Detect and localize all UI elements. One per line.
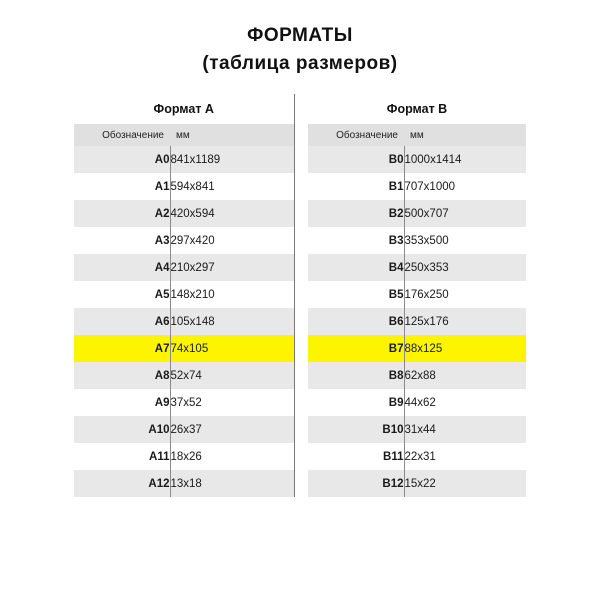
table-row	[74, 362, 526, 389]
cell-size-a: 594x841	[170, 173, 294, 200]
cell-code-a: A7	[74, 335, 170, 362]
cell-size-b: 176x250	[404, 281, 526, 308]
cell-code-b: B9	[308, 389, 404, 416]
column-divider	[294, 335, 308, 362]
cell-size-a: 420x594	[170, 200, 294, 227]
cell-code-a: A8	[74, 362, 170, 389]
cell-code-b: B8	[308, 362, 404, 389]
cell-size-b: 707x1000	[404, 173, 526, 200]
table-row	[74, 443, 526, 470]
cell-code-a: A6	[74, 308, 170, 335]
formats-table	[74, 94, 526, 497]
cell-code-a: A12	[74, 470, 170, 497]
column-divider	[294, 416, 308, 443]
cell-code-a: A3	[74, 227, 170, 254]
column-divider	[294, 470, 308, 497]
table-row	[74, 389, 526, 416]
cell-size-a: 52x74	[170, 362, 294, 389]
cell-code-a: A5	[74, 281, 170, 308]
cell-code-b: B7	[308, 335, 404, 362]
header-mm-b: мм	[404, 124, 526, 146]
table-row	[74, 227, 526, 254]
cell-size-b: 15x22	[404, 470, 526, 497]
cell-size-a: 18x26	[170, 443, 294, 470]
column-divider	[294, 227, 308, 254]
table-row	[74, 416, 526, 443]
column-divider	[294, 308, 308, 335]
cell-size-b: 44x62	[404, 389, 526, 416]
cell-code-b: B11	[308, 443, 404, 470]
cell-code-b: B5	[308, 281, 404, 308]
column-divider	[294, 362, 308, 389]
table-row	[74, 173, 526, 200]
column-divider	[294, 389, 308, 416]
title-line-1: ФОРМАТЫ	[247, 25, 353, 46]
cell-code-a: A1	[74, 173, 170, 200]
cell-size-b: 22x31	[404, 443, 526, 470]
document-title	[0, 0, 600, 78]
cell-code-b: B4	[308, 254, 404, 281]
column-divider	[294, 124, 308, 146]
cell-code-b: B10	[308, 416, 404, 443]
cell-size-b: 353x500	[404, 227, 526, 254]
column-divider	[294, 443, 308, 470]
table-row	[74, 254, 526, 281]
group-header-b: Формат В	[308, 94, 526, 124]
cell-size-a: 841x1189	[170, 146, 294, 173]
cell-size-b: 1000x1414	[404, 146, 526, 173]
column-header-row	[74, 124, 526, 146]
cell-code-a: A4	[74, 254, 170, 281]
cell-code-a: A10	[74, 416, 170, 443]
column-divider	[294, 281, 308, 308]
cell-size-a: 13x18	[170, 470, 294, 497]
title-line-2: (таблица размеров)	[202, 53, 398, 74]
cell-size-a: 297x420	[170, 227, 294, 254]
cell-size-a: 37x52	[170, 389, 294, 416]
cell-size-a: 210x297	[170, 254, 294, 281]
column-divider	[294, 94, 308, 124]
cell-size-b: 31x44	[404, 416, 526, 443]
table-row	[74, 470, 526, 497]
table-row	[74, 146, 526, 173]
cell-size-a: 148x210	[170, 281, 294, 308]
table-row	[74, 335, 526, 362]
column-divider	[294, 254, 308, 281]
column-divider	[294, 200, 308, 227]
group-header-a: Формат А	[74, 94, 294, 124]
cell-code-a: A11	[74, 443, 170, 470]
cell-code-a: A0	[74, 146, 170, 173]
table-row	[74, 281, 526, 308]
header-mm-a: мм	[170, 124, 294, 146]
cell-size-b: 125x176	[404, 308, 526, 335]
cell-code-b: B3	[308, 227, 404, 254]
cell-code-b: B0	[308, 146, 404, 173]
cell-code-b: B1	[308, 173, 404, 200]
cell-code-a: A9	[74, 389, 170, 416]
cell-size-a: 105x148	[170, 308, 294, 335]
table-row	[74, 308, 526, 335]
header-designation-b: Обозначение	[308, 124, 404, 146]
table-row	[74, 200, 526, 227]
cell-size-a: 74x105	[170, 335, 294, 362]
cell-size-a: 26x37	[170, 416, 294, 443]
cell-size-b: 62x88	[404, 362, 526, 389]
cell-code-b: B6	[308, 308, 404, 335]
formats-table-wrapper	[74, 94, 526, 497]
cell-code-b: B2	[308, 200, 404, 227]
formats-table-body	[74, 94, 526, 497]
cell-size-b: 88x125	[404, 335, 526, 362]
cell-size-b: 500x707	[404, 200, 526, 227]
cell-code-b: B12	[308, 470, 404, 497]
column-divider	[294, 146, 308, 173]
column-divider	[294, 173, 308, 200]
cell-code-a: A2	[74, 200, 170, 227]
group-header-row	[74, 94, 526, 124]
cell-size-b: 250x353	[404, 254, 526, 281]
header-designation-a: Обозначение	[74, 124, 170, 146]
